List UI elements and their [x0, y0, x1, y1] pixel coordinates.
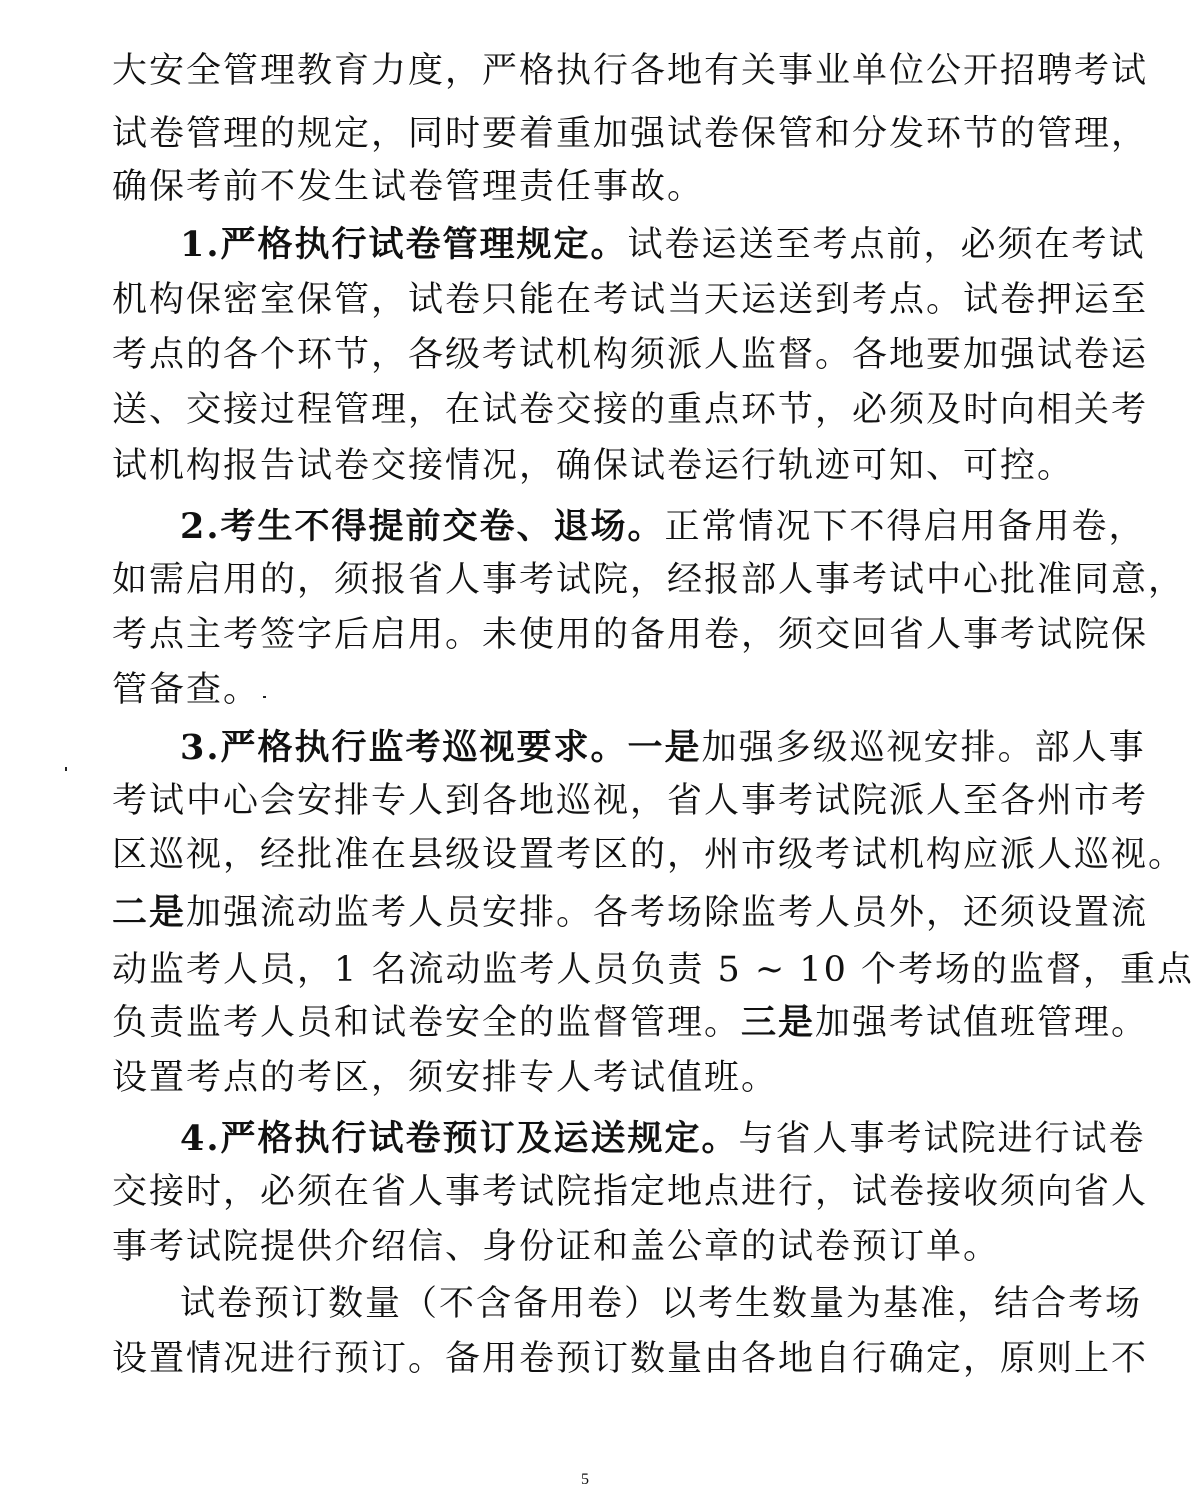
text-line: 试卷管理的规定，同时要着重加强试卷保管和分发环节的管理，: [112, 114, 1149, 154]
text-line: 考点的各个环节，各级考试机构须派人监督。各地要加强试卷运: [112, 335, 1149, 375]
section-3-text: 加强流动监考人员安排。各考场除监考人员外，还须设置流: [186, 893, 1149, 933]
text-line: 确保考前不发生试卷管理责任事故。: [112, 167, 705, 207]
section-3-heading: 3.严格执行监考巡视要求。: [180, 727, 628, 768]
section-3-text: 加强多级巡视安排。部人事: [701, 728, 1146, 768]
section-3-text: 负责监考人员和试卷安全的监督管理。: [112, 1003, 742, 1043]
section-3-text: 加强考试值班管理。: [815, 1003, 1149, 1043]
section-4-first-line: [180, 1110, 1146, 1168]
section-4-heading: 4.严格执行试卷预订及运送规定。: [180, 1118, 739, 1159]
text-line: 管备查。: [112, 670, 261, 710]
section-3-first-line: [180, 719, 1146, 777]
text-line: 设置情况进行预订。备用卷预订数量由各地自行确定，原则上不: [112, 1339, 1149, 1379]
text-line: 考试中心会安排专人到各地巡视，省人事考试院派人至各州市考: [112, 781, 1149, 821]
text-line: 动监考人员，1 名流动监考人员负责 5 ~ 10 个考场的监督，重点: [112, 950, 1195, 990]
text-line: 事考试院提供介绍信、身份证和盖公章的试卷预订单。: [112, 1227, 1001, 1267]
section-2-heading: 2.考生不得提前交卷、退场。: [180, 506, 665, 547]
section-3-point-3-line: [112, 994, 1149, 1052]
text-line: 送、交接过程管理，在试卷交接的重点环节，必须及时向相关考: [112, 390, 1149, 430]
section-4-text: 与省人事考试院进行试卷: [738, 1119, 1146, 1159]
text-line: 如需启用的，须报省人事考试院，经报部人事考试中心批准同意，: [112, 560, 1186, 600]
section-1-text: 试卷运送至考点前，必须在考试: [627, 225, 1146, 265]
scan-speck: [65, 767, 67, 771]
section-2-text: 正常情况下不得启用备用卷，: [664, 507, 1146, 547]
text-line: 机构保密室保管，试卷只能在考试当天运送到考点。试卷押运至: [112, 280, 1149, 320]
text-line: 大安全管理教育力度，严格执行各地有关事业单位公开招聘考试: [112, 51, 1149, 91]
text-line: 试卷预订数量（不含备用卷）以考生数量为基准，结合考场: [180, 1284, 1143, 1324]
scan-speck: [263, 696, 266, 698]
text-line: 交接时，必须在省人事考试院指定地点进行，试卷接收须向省人: [112, 1172, 1149, 1212]
text-line: 设置考点的考区，须安排专人考试值班。: [112, 1058, 779, 1098]
section-1-first-line: [180, 216, 1146, 274]
text-line: 考点主考签字后启用。未使用的备用卷，须交回省人事考试院保: [112, 615, 1149, 655]
section-3-point-marker: 三是: [741, 1002, 816, 1043]
section-3-point-2-line: [112, 884, 1149, 942]
section-3-point-marker: 二是: [112, 892, 187, 933]
text-line: 试机构报告试卷交接情况，确保试卷运行轨迹可知、可控。: [112, 446, 1075, 486]
section-2-first-line: [180, 498, 1146, 556]
section-3-point-marker: 一是: [627, 727, 702, 768]
page-number: 5: [581, 1471, 589, 1488]
section-1-heading: 1.严格执行试卷管理规定。: [180, 224, 628, 265]
text-line: 区巡视，经批准在县级设置考区的，州市级考试机构应派人巡视。: [112, 835, 1186, 875]
